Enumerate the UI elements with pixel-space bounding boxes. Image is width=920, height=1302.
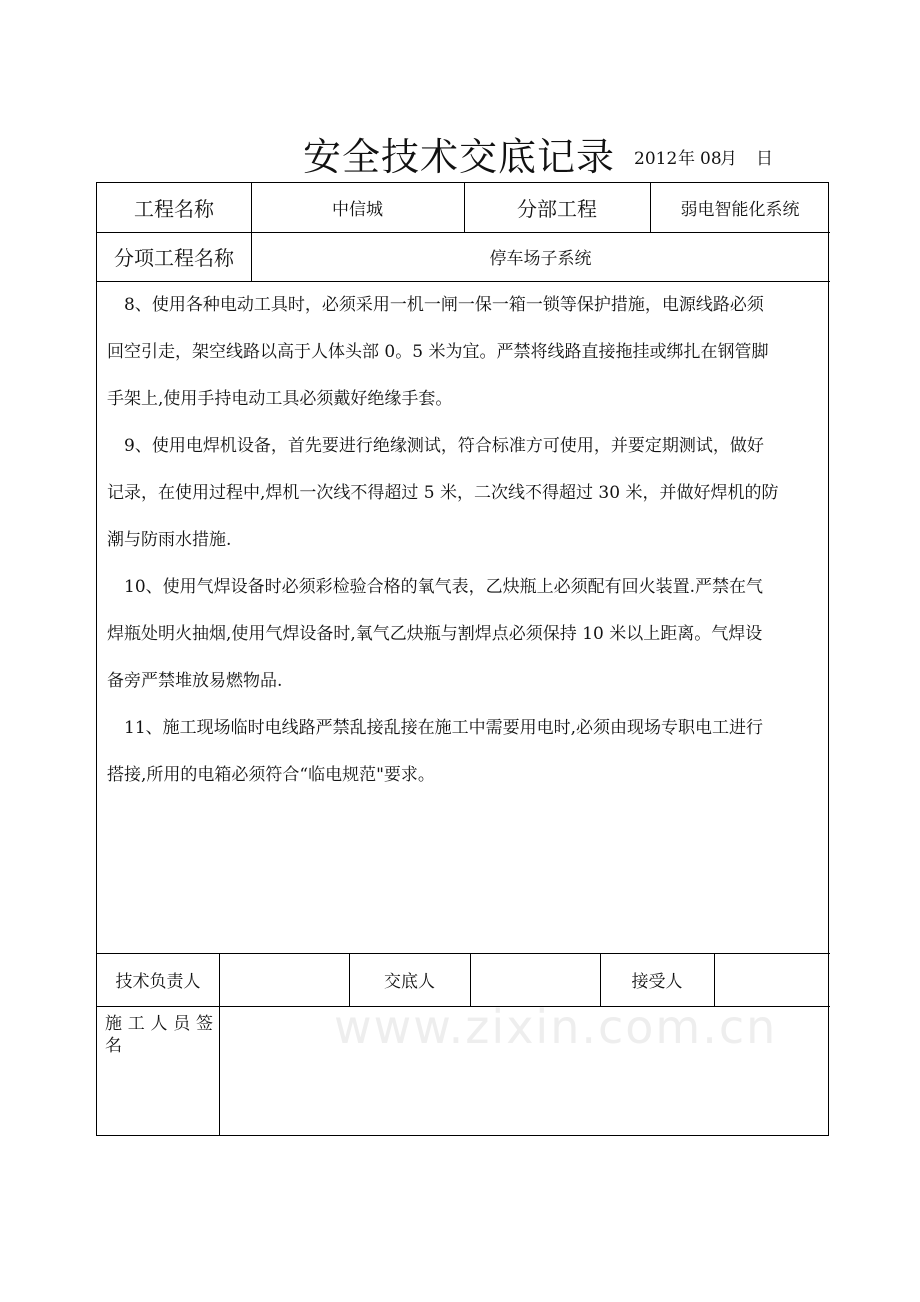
- tech-lead-label: 技术负责人: [115, 972, 201, 992]
- content-paragraph: [107, 564, 829, 705]
- divider: [464, 183, 465, 232]
- content-line: 8、使用各种电动工具时，必须采用一机一闸一保一箱一锁等保护措施，电源线路必须: [107, 295, 764, 315]
- content-paragraph: [107, 705, 829, 799]
- content-line: 记录，在使用过程中,焊机一次线不得超过 5 米，二次线不得超过 30 米，并做好焊机的防: [107, 483, 779, 503]
- tech-lead-signature[interactable]: [219, 953, 349, 1006]
- discloser-label: 交底人: [384, 972, 435, 992]
- content-paragraph: [107, 282, 829, 423]
- staff-signature-label-line1: 施 工 人 员 签: [105, 1014, 213, 1034]
- division-value: 弱电智能化系统: [680, 200, 800, 220]
- date-month-label: 月: [720, 149, 737, 169]
- content-line: 9、使用电焊机设备，首先要进行绝缘测试，符合标准方可使用，并要定期测试，做好: [107, 436, 764, 456]
- content-line: 备旁严禁堆放易燃物品.: [107, 671, 283, 691]
- content-line: 11、施工现场临时电线路严禁乱接乱接在施工中需要用电时,必须由现场专职电工进行: [107, 718, 764, 738]
- disclosure-content: [107, 282, 829, 952]
- content-line: 焊瓶处明火抽烟,使用气焊设备时,氧气乙炔瓶与割焊点必须保持 10 米以上距离。气焊设: [107, 624, 763, 644]
- divider: [650, 183, 651, 232]
- subitem-value: 停车场子系统: [489, 249, 592, 269]
- document-date: [634, 144, 773, 169]
- date-day-label: 日: [756, 149, 773, 169]
- date-year-label: 年: [678, 149, 695, 169]
- discloser-signature[interactable]: [470, 953, 600, 1006]
- staff-signature-label-line2: 名: [105, 1036, 122, 1056]
- watermark: www.zixin.com.cn: [334, 1000, 778, 1054]
- date-year: 2012: [634, 149, 678, 169]
- receiver-label: 接受人: [631, 972, 683, 992]
- date-month: 08: [700, 149, 722, 169]
- divider: [714, 953, 715, 1006]
- content-line: 10、使用气焊设备时必须彩检验合格的氧气表，乙炔瓶上必须配有回火装置.严禁在气: [107, 577, 764, 597]
- divider: [470, 953, 471, 1006]
- content-line: 搭接,所用的电箱必须符合“临电规范"要求。: [107, 765, 435, 785]
- document-title: 安全技术交底记录: [303, 135, 616, 179]
- content-paragraph: [107, 423, 829, 564]
- subitem-label: 分项工程名称: [114, 246, 234, 270]
- content-line: 手架上,使用手持电动工具必须戴好绝缘手套。: [107, 389, 453, 409]
- divider: [600, 953, 601, 1006]
- content-line: 潮与防雨水措施.: [107, 530, 232, 550]
- project-name-value: 中信城: [332, 200, 383, 220]
- divider: [349, 953, 350, 1006]
- disclosure-form: [96, 182, 829, 1136]
- division-label: 分部工程: [517, 197, 597, 221]
- receiver-signature[interactable]: [714, 953, 830, 1006]
- title-row: [0, 122, 920, 182]
- content-line: 回空引走，架空线路以高于人体头部 0。5 米为宜。严禁将线路直接拖挂或绑扎在钢管脚: [107, 342, 769, 362]
- project-name-label: 工程名称: [134, 197, 214, 221]
